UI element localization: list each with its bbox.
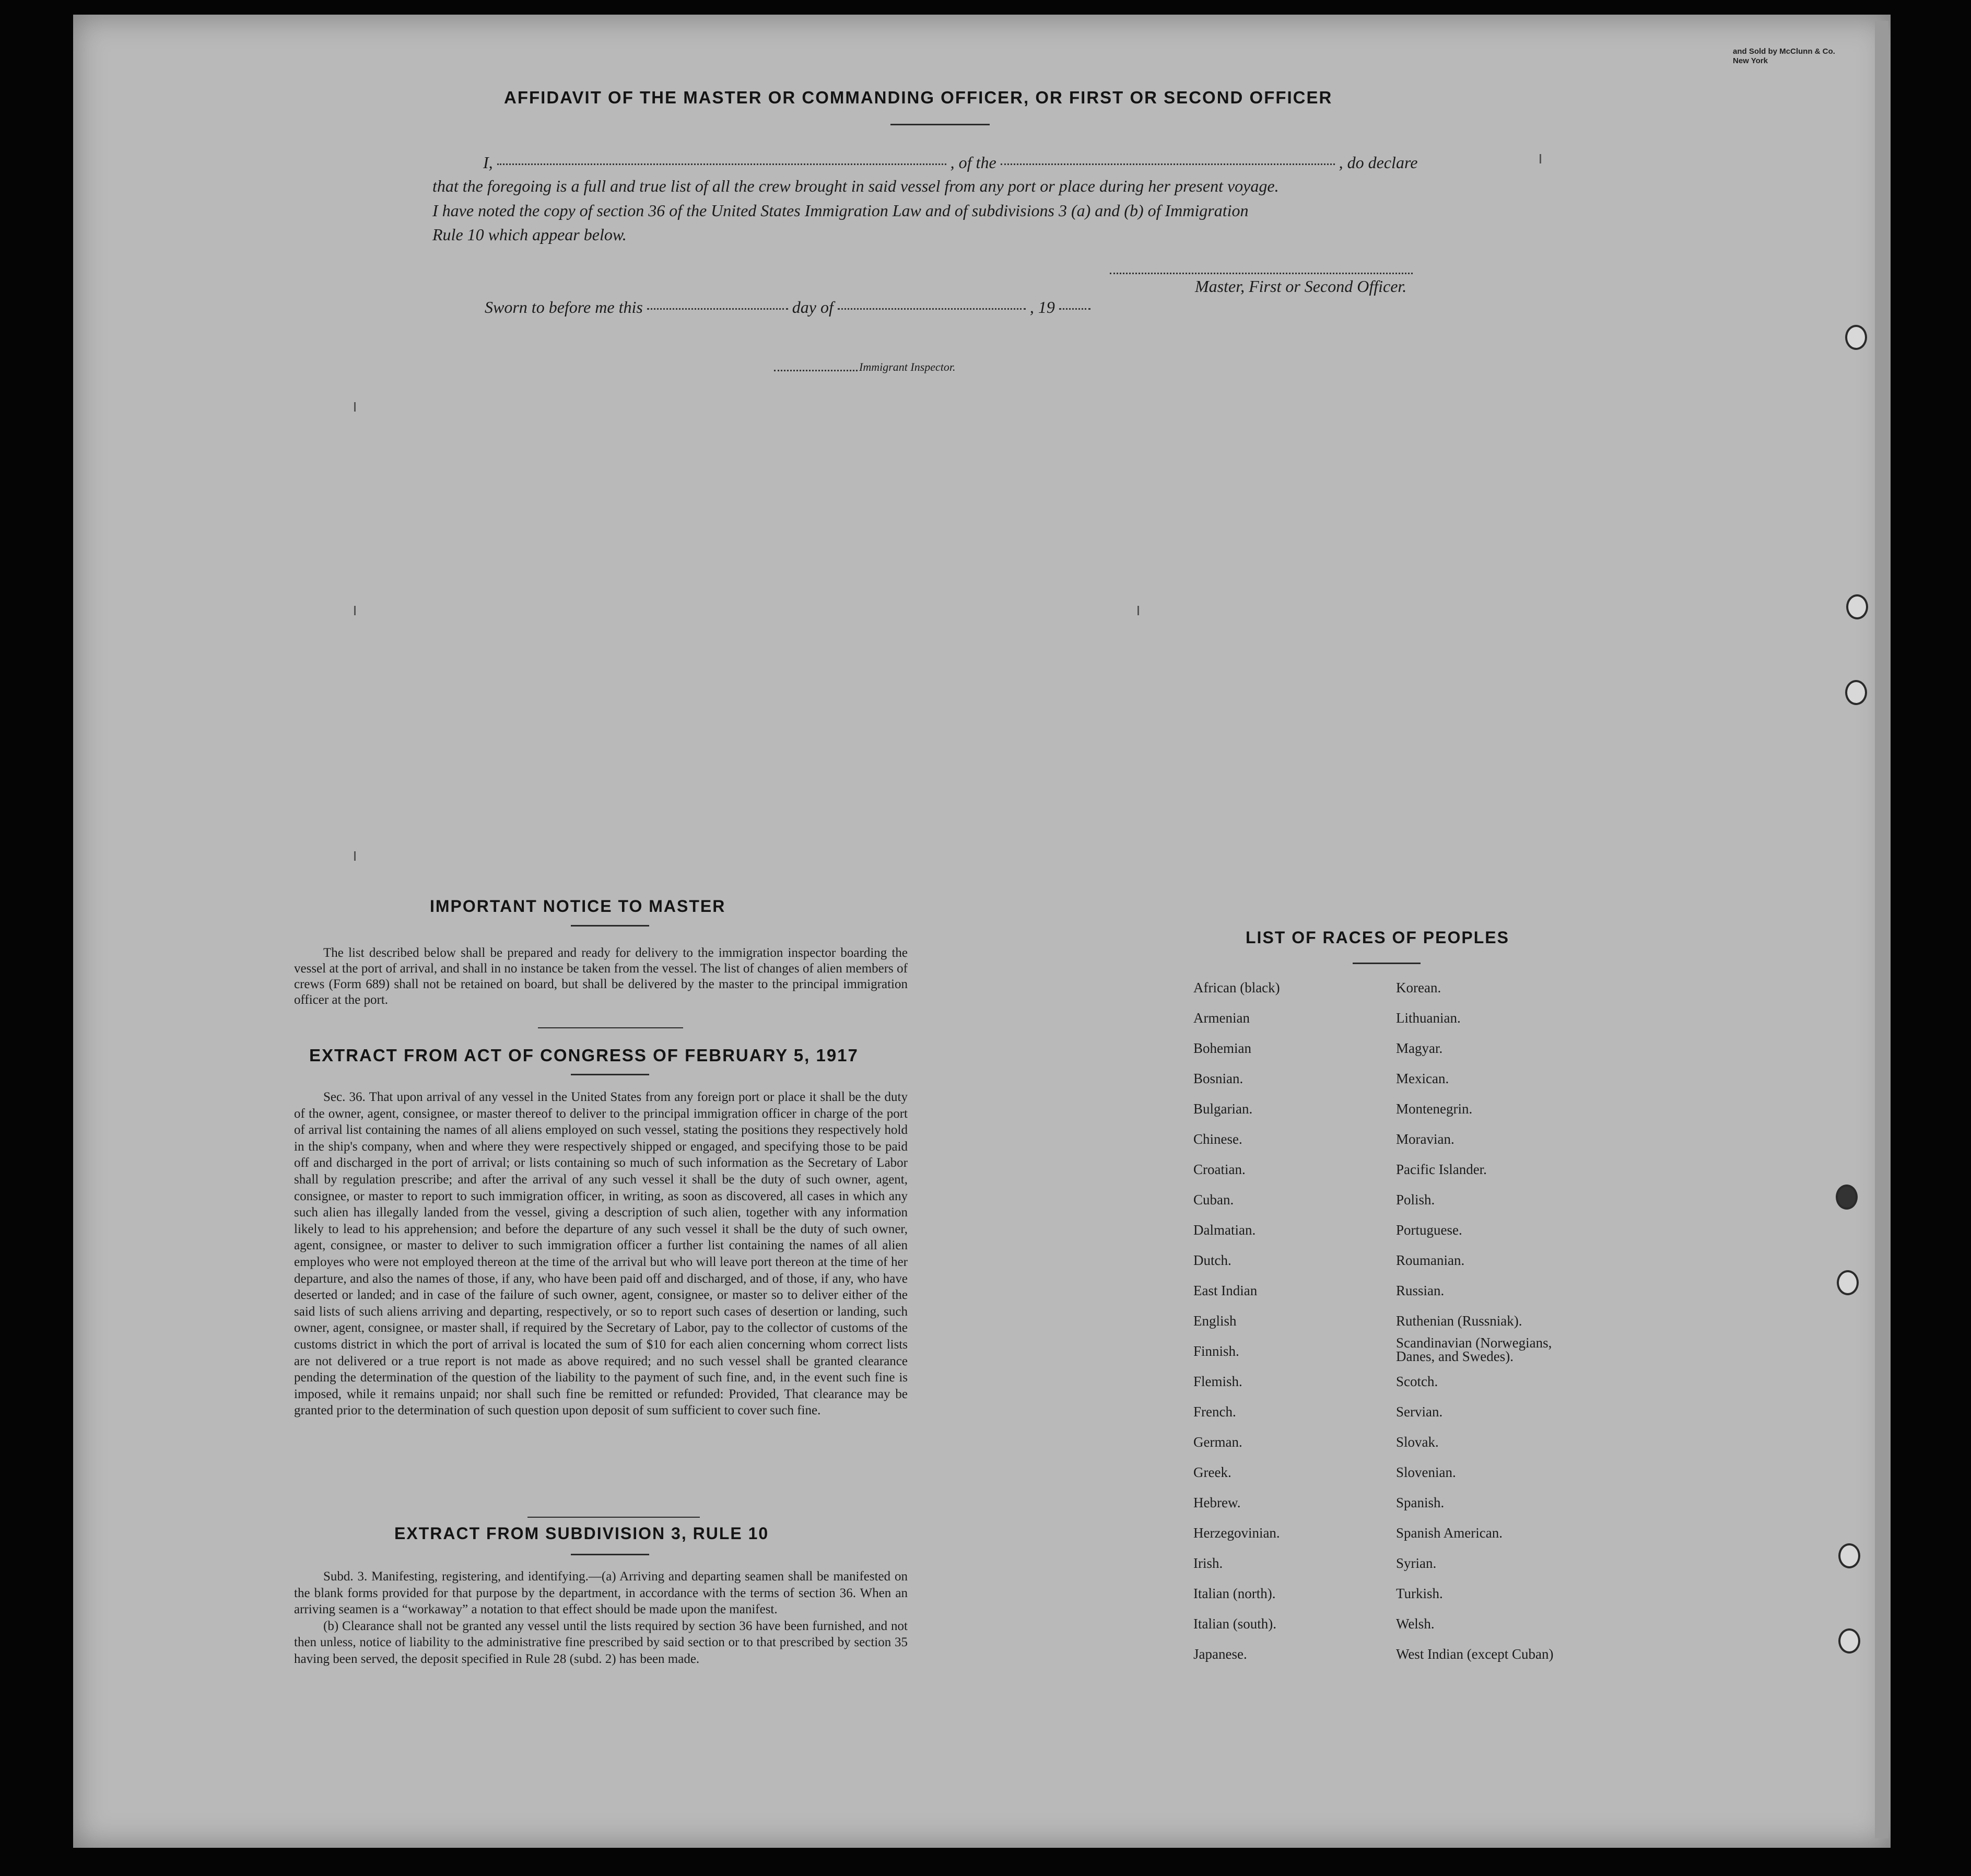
vessel-blank[interactable] [1001,163,1335,165]
act-paragraph: Sec. 36. That upon arrival of any vessel in the United States from any foreign port or place it shall be the duty of the owner, agent, consignee, or master thereof to deliver to the principal immigration officer in charge of the port of arrival list containing the names of all aliens employed on such vessel, stating the positions they respectively hold in the ship's company, when and where they were respectively shipped or engaged, and specifying those to be paid off and discharged in the port of arrival; or lists containing so much of such information as the Secretary of Labor shall by regulation prescribe; and after the arrival of any such vessel it shall be the duty of such owner, agent, consignee, or master to report to such immigration officer, in writing, as soon as discovered, all cases in which any such alien has illegally landed from the vessel, giving a description of such alien, together with any information likely to lead to his apprehension; and before the departure of any such vessel it shall be the duty of such owner, agent, consignee, or master to deliver to such immigration officer a further list containing the names of all alien employes who were not employed thereon at the time of the arrival but who will leave port thereon at the time of her departure, and also the names of those, if any, who have been paid off and discharged, and of those, if any, who have deserted or landed; and in case of the failure of such owner, agent, consignee, or master so to deliver either of the said lists of such aliens arriving and departing, respectively, or so to report such cases of desertion or landing, such owner, agent, consignee, or master shall, if required by the Secretary of Labor, pay to the collector of customs of the customs district in which the port of arrival is located the sum of $10 for each alien concerning whom correct lists are not delivered or a true report is not made as above required; and no such vessel shall be granted clearance pending the determination of the question of the liability to the payment of such fine, and, in the event such fine is imposed, while it remains unpaid; nor shall such fine be remitted or refunded: Provided, That clearance may be granted prior to the determination of such question upon deposit of sum sufficient to cover such fine. [294,1090,908,1418]
races-title: LIST OF RACES OF PEOPLES [1246,928,1509,947]
stray-mark [354,402,356,412]
signature-blank[interactable] [1110,273,1413,274]
race-item: Bohemian [1193,1040,1251,1056]
stray-mark [354,851,356,861]
race-item: Dalmatian. [1193,1222,1256,1238]
sworn-label: Sworn to before me this [485,298,643,316]
rule-text [294,1568,908,1667]
race-item: Croatian. [1193,1162,1246,1177]
race-item: Lithuanian. [1396,1010,1461,1026]
inspector-caption: Immigrant Inspector. [859,360,956,373]
race-item: Korean. [1396,980,1441,995]
race-item: Italian (south). [1193,1616,1276,1632]
affidavit-line-3: I have noted the copy of section 36 of the United States Immigration Law and of subdivisions 3 (a) and (b) of Immigration [432,201,1249,220]
binder-hole [1845,680,1867,705]
race-item: Roumanian. [1396,1252,1465,1268]
stray-mark [354,606,356,615]
race-item: African (black) [1193,980,1280,995]
year-label: , 19 [1029,298,1055,316]
race-item: English [1193,1313,1237,1329]
act-text [294,1089,908,1419]
race-item: West Indian (except Cuban) [1396,1646,1554,1662]
do-declare-label: , do declare [1339,153,1418,172]
races-divider [1353,963,1421,964]
race-item: Slovak. [1396,1434,1439,1450]
sworn-month-blank[interactable] [838,308,1026,310]
sheet-edge [1875,21,1888,1838]
race-item: Spanish American. [1396,1525,1503,1541]
race-item: Mexican. [1396,1071,1449,1086]
race-item: Greek. [1193,1464,1231,1480]
name-blank[interactable] [497,163,946,165]
race-item: Servian. [1396,1404,1443,1420]
signature-caption: Master, First or Second Officer. [1195,277,1407,296]
race-item: Japanese. [1193,1646,1247,1662]
binder-hole [1837,1270,1859,1295]
affidavit-i-label: I, [483,153,493,172]
race-item: Dutch. [1193,1252,1231,1268]
race-item: Cuban. [1193,1192,1234,1207]
race-item: Herzegovinian. [1193,1525,1280,1541]
rule-divider [571,1554,649,1555]
sworn-year-blank[interactable] [1059,308,1090,310]
act-divider [571,1074,649,1075]
race-item: East Indian [1193,1283,1258,1298]
sworn-line [485,298,1122,317]
race-item: Bulgarian. [1193,1101,1253,1117]
binder-hole [1836,1185,1858,1210]
sworn-day-blank[interactable] [647,308,788,310]
race-item: Moravian. [1396,1131,1454,1147]
binder-hole [1838,1628,1860,1654]
race-item: Scotch. [1396,1374,1438,1389]
stray-mark [1137,606,1139,615]
affidavit-line-1 [483,153,1454,172]
races-right-column [1396,972,1647,1669]
binder-hole [1838,1543,1860,1568]
notice-title: IMPORTANT NOTICE TO MASTER [430,897,726,916]
races-left-column [1193,972,1381,1669]
race-item: Magyar. [1396,1040,1443,1056]
race-item: Pacific Islander. [1396,1162,1487,1177]
notice-end-divider [538,1027,683,1028]
binder-hole [1845,325,1867,350]
race-item: Ruthenian (Russniak). [1396,1313,1522,1329]
race-item: Syrian. [1396,1555,1437,1571]
race-item: Turkish. [1396,1586,1443,1601]
race-item: Flemish. [1193,1374,1242,1389]
race-item: Welsh. [1396,1616,1435,1632]
binder-hole [1846,594,1868,619]
affidavit-title: AFFIDAVIT OF THE MASTER OR COMMANDING OFFICER, OR FIRST OR SECOND OFFICER [504,88,1333,107]
act-title: EXTRACT FROM ACT OF CONGRESS OF FEBRUARY 5, 1917 [309,1046,859,1065]
rule-title: EXTRACT FROM SUBDIVISION 3, RULE 10 [394,1524,769,1543]
of-the-label: , of the [950,153,996,172]
race-item: Portuguese. [1396,1222,1462,1238]
race-item: Armenian [1193,1010,1250,1026]
inspector-blank[interactable] [774,370,858,371]
race-item: Scandinavian (Norwegians, Danes, and Swedes). [1396,1335,1552,1364]
race-item: Italian (north). [1193,1586,1276,1601]
stray-mark [1540,154,1541,163]
publisher-imprint: and Sold by McClunn & Co. New York [1733,47,1835,65]
notice-divider [571,925,649,927]
notice-paragraph: The list described below shall be prepared and ready for delivery to the immigration inspector boarding the vessel at the port of arrival, and shall in no instance be taken from the vessel. The list of changes of alien members of crews (Form 689) shall not be retained on board, but shall be delivered by the master to the principal immigration officer at the port. [294,946,908,1007]
notice-text [294,945,908,1008]
race-item: Montenegrin. [1396,1101,1473,1117]
race-item: Chinese. [1193,1131,1242,1147]
race-item: Irish. [1193,1555,1223,1571]
race-item: Polish. [1396,1192,1435,1207]
race-item: Russian. [1396,1283,1445,1298]
race-item: German. [1193,1434,1242,1450]
rule-paragraph-b: (b) Clearance shall not be granted any vessel until the lists required by section 36 have been furnished, and not then unless, notice of liability to the administrative fine prescribed by said section or to that prescribed by section 35 having been served, the deposit specified in Rule 28 (subd. 2) has been made. [294,1619,908,1666]
affidavit-line-4: Rule 10 which appear below. [432,225,627,244]
race-item: Spanish. [1396,1495,1445,1510]
race-item: Hebrew. [1193,1495,1241,1510]
race-item: Bosnian. [1193,1071,1243,1086]
act-end-divider [527,1517,700,1518]
day-of-label: day of [792,298,834,316]
title-divider [890,124,990,125]
race-item: French. [1193,1404,1236,1420]
race-item: Slovenian. [1396,1464,1456,1480]
affidavit-line-2: that the foregoing is a full and true list of all the crew brought in said vessel from any port or place during her present voyage. [432,177,1279,195]
race-item: Finnish. [1193,1343,1239,1359]
rule-paragraph-a: Subd. 3. Manifesting, registering, and identifying.—(a) Arriving and departing seamen shall be manifested on the blank forms provided for that purpose by the department, in accordance with the terms of section 36. When an arriving seamen is a “workaway” a notation to that effect should be made upon the manifest. [294,1569,908,1616]
